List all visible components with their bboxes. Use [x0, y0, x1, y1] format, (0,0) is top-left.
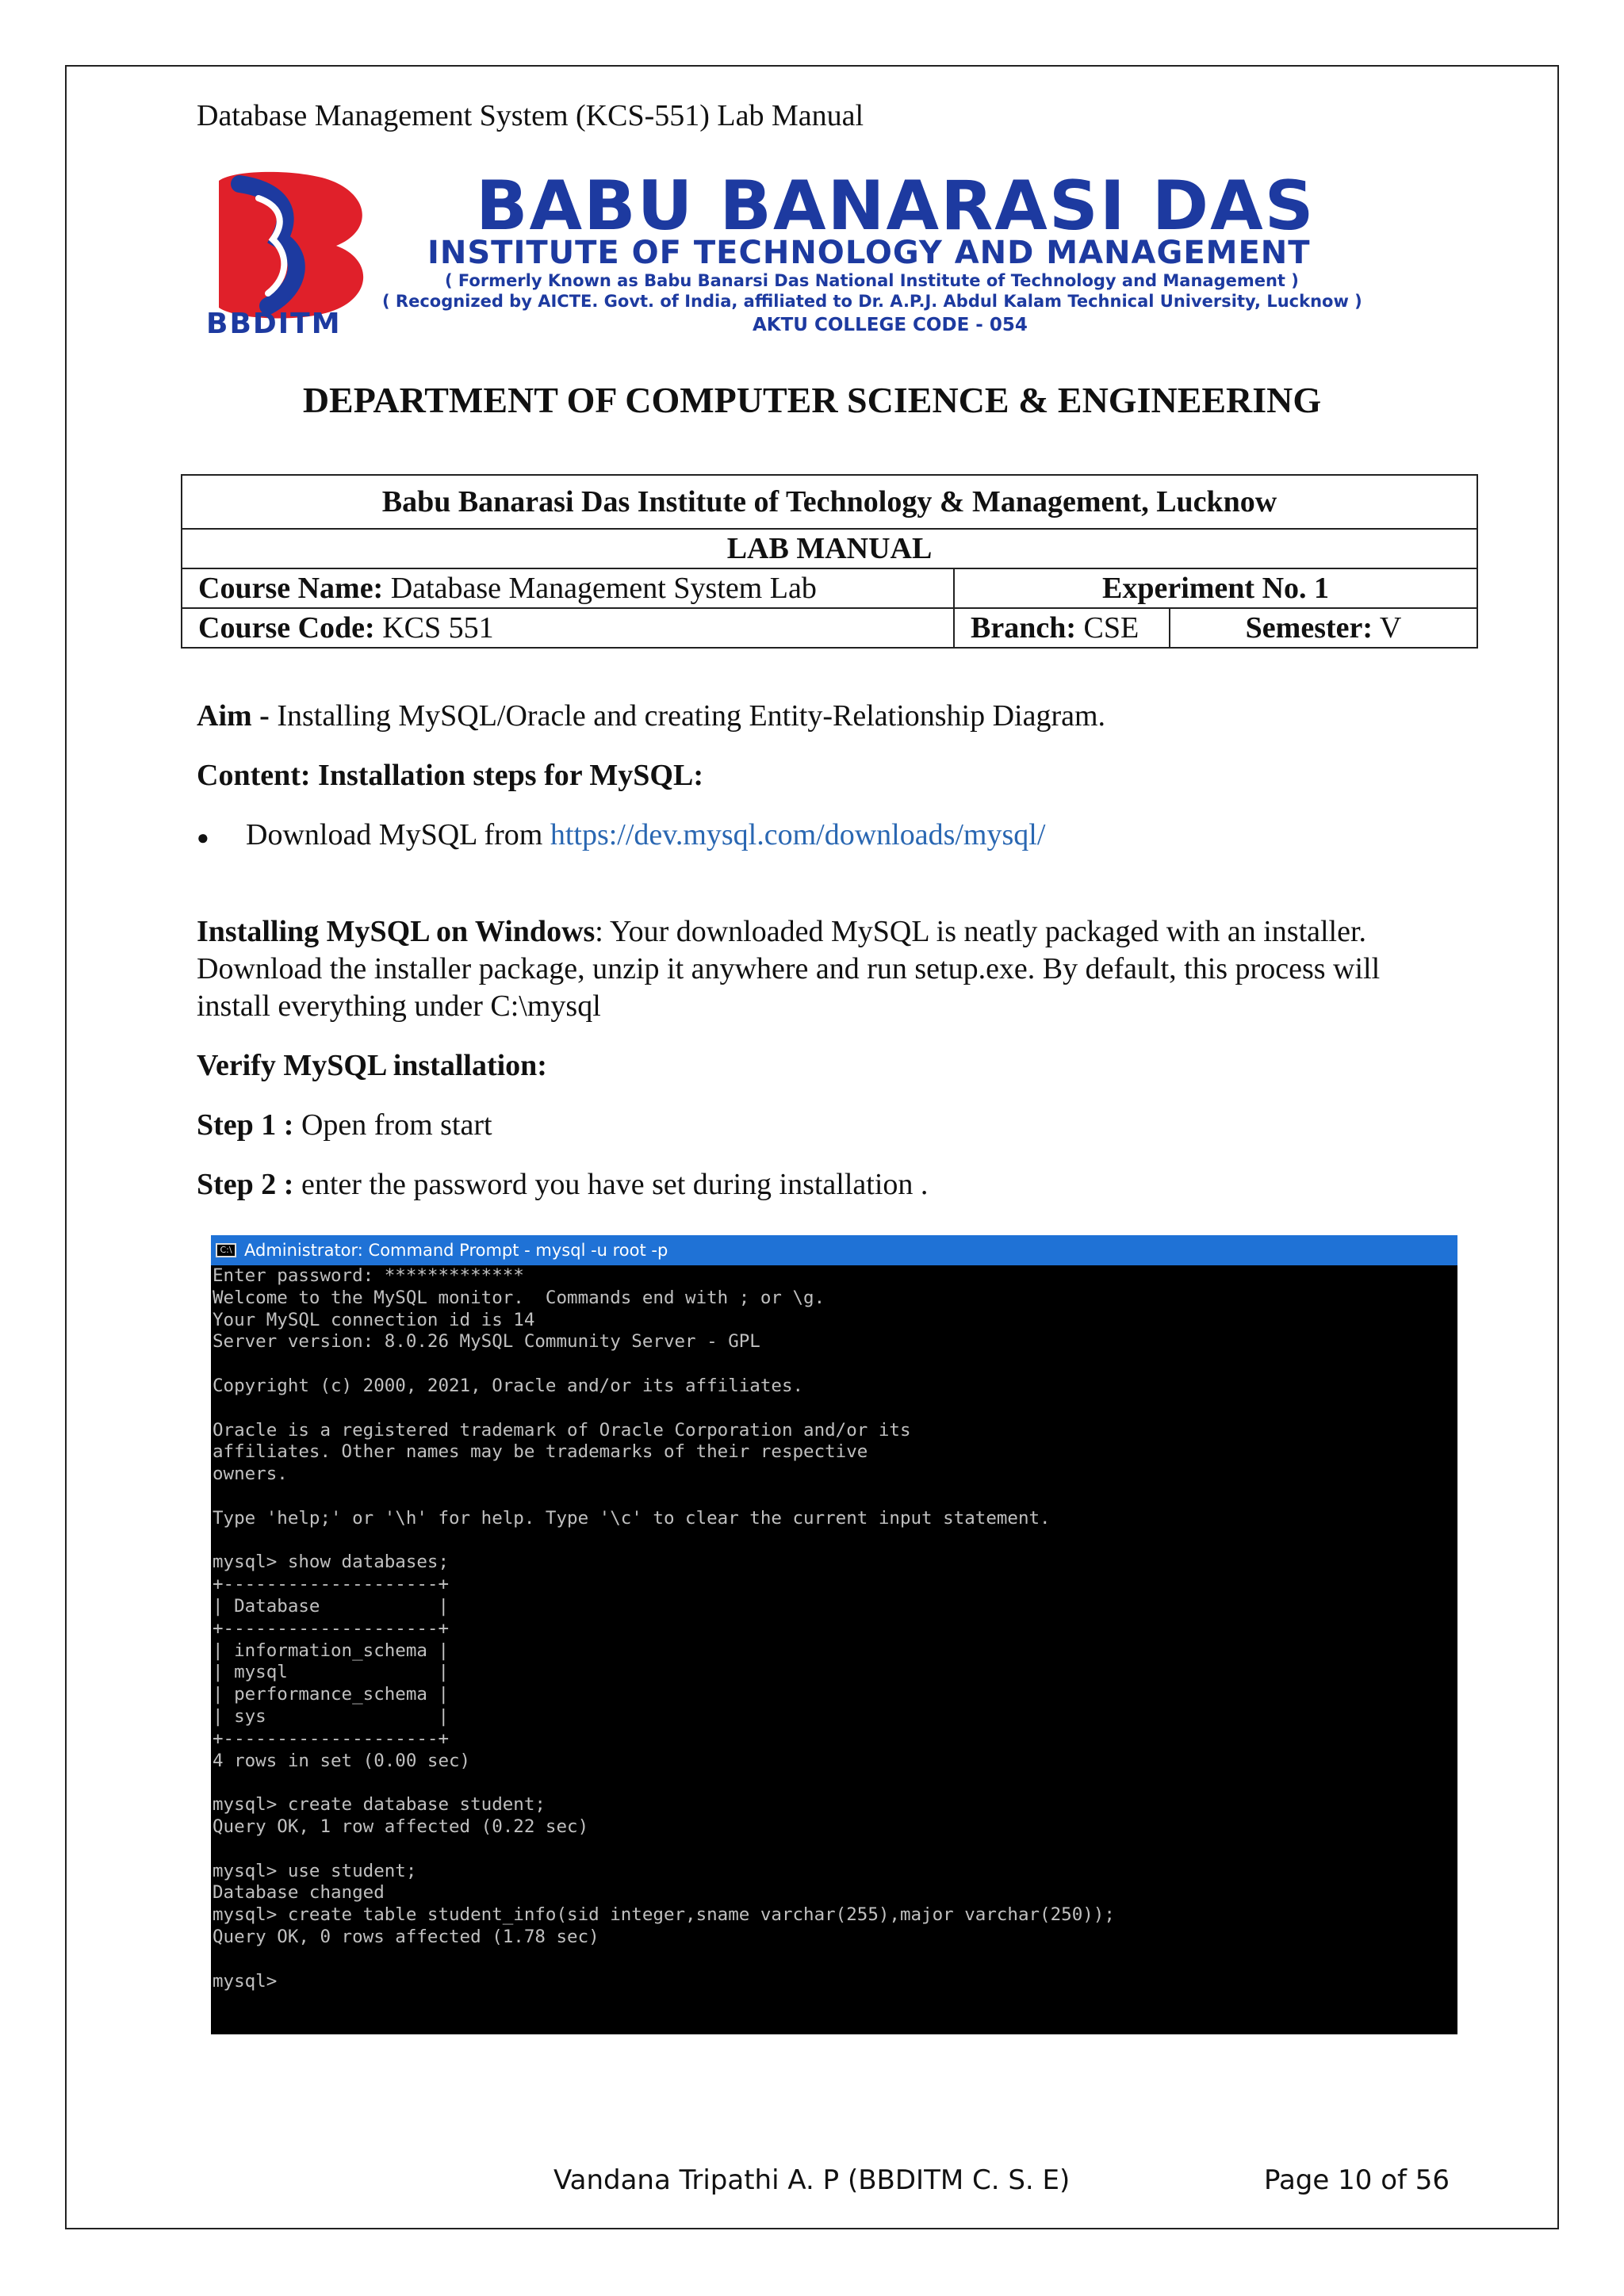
- institute-cell: Babu Banarasi Das Institute of Technology & Management, Lucknow: [182, 475, 1477, 529]
- semester-cell: [1170, 608, 1477, 648]
- install-label: Installing MySQL on Windows: [197, 915, 596, 948]
- step-2: [197, 1166, 1434, 1203]
- running-header: Database Management System (KCS-551) Lab Manual: [197, 99, 864, 132]
- list-item: [197, 817, 1434, 856]
- table-row: [182, 568, 1477, 608]
- logo-mark-text: BBDITM: [206, 308, 342, 340]
- aim-paragraph: [197, 698, 1434, 735]
- content-heading: Content: Installation steps for MySQL:: [197, 759, 703, 792]
- bullet-icon: ●: [197, 826, 209, 849]
- install-paragraph: [197, 913, 1434, 1025]
- course-code-label: Course Code:: [198, 611, 375, 645]
- logo-title: BABU BANARASI DAS: [476, 166, 1316, 246]
- page-number: Page 10 of 56: [1264, 2164, 1450, 2196]
- install-text: : Your downloaded MySQL is neatly packaged with an installer. Download the installer package, unzip it anywhere and run setup.exe. By default, this process will install everything under C:\mysql: [197, 915, 1381, 1023]
- branch-label: Branch:: [971, 611, 1076, 645]
- course-code-value: KCS 551: [382, 611, 494, 645]
- logo-subtitle: INSTITUTE OF TECHNOLOGY AND MANAGEMENT: [427, 235, 1311, 271]
- step-2-text: enter the password you have set during installation .: [301, 1168, 929, 1201]
- branch-value: CSE: [1083, 611, 1139, 645]
- content-body: [197, 698, 1434, 1226]
- branch-cell: [954, 608, 1170, 648]
- department-title: DEPARTMENT OF COMPUTER SCIENCE & ENGINEERING: [302, 380, 1322, 420]
- table-row: [182, 608, 1477, 648]
- semester-label: Semester:: [1245, 611, 1373, 645]
- download-link[interactable]: https://dev.mysql.com/downloads/mysql/: [550, 818, 1046, 851]
- course-name-value: Database Management System Lab: [390, 572, 817, 605]
- terminal-titlebar: [211, 1235, 1457, 1265]
- course-info-table: [181, 474, 1478, 649]
- terminal-title: Administrator: Command Prompt - mysql -u root -p: [244, 1241, 668, 1260]
- lab-manual-cell: LAB MANUAL: [182, 529, 1477, 568]
- course-code-cell: [182, 608, 954, 648]
- step-1: [197, 1107, 1434, 1144]
- experiment-cell: Experiment No. 1: [954, 568, 1477, 608]
- logo-college-code: AKTU COLLEGE CODE - 054: [753, 315, 1028, 335]
- step-2-label: Step 2 :: [197, 1168, 294, 1201]
- verify-heading: Verify MySQL installation:: [197, 1049, 547, 1082]
- bbditm-logo-icon: [203, 166, 379, 325]
- institute-logo: [203, 166, 1424, 350]
- aim-label: Aim -: [197, 699, 270, 733]
- semester-value: V: [1379, 611, 1402, 645]
- logo-recognized-line: ( Recognized by AICTE. Govt. of India, affiliated to Dr. A.P.J. Abdul Kalam Technical University, Lucknow ): [382, 292, 1362, 311]
- download-text: Download MySQL from: [246, 818, 543, 851]
- terminal-output: Enter password: ************* Welcome to the MySQL monitor. Commands end with ; or \g. Your MySQL connection id is 14 Server version: 8.0.26 MySQL Community Server - GPL Copyright (c) 2000, 2021, Oracle and/or its affiliates. Oracle is a registered trademark of Oracle Corporation and/or its affiliates. Other names may be trademarks of their respective owners. Type 'help;' or '\h' for help. Type '\c' to clear the current input statement. mysql> show databases; +--------------------+ | Database | +--------------------+ | information_schema | | mysql | | performance_schema | | sys | +--------------------+ 4 rows in set (0.00 sec) mysql> create database student; Query OK, 1 row affected (0.22 sec) mysql> use student; Database changed mysql> create table student_info(sid integer,sname varchar(255),major varchar(250)); Query OK, 0 rows affected (1.78 sec) mysql>: [213, 1265, 1115, 1992]
- aim-text: Installing MySQL/Oracle and creating Entity-Relationship Diagram.: [277, 699, 1106, 733]
- course-name-cell: [182, 568, 954, 608]
- course-name-label: Course Name:: [198, 572, 384, 605]
- download-item: [246, 817, 1045, 854]
- step-1-label: Step 1 :: [197, 1108, 294, 1142]
- logo-formerly-line: ( Formerly Known as Babu Banarsi Das National Institute of Technology and Management ): [445, 271, 1299, 290]
- table-row: [182, 529, 1477, 568]
- cmd-icon: C:\: [216, 1243, 236, 1257]
- step-1-text: Open from start: [301, 1108, 492, 1142]
- terminal-screenshot: [211, 1235, 1457, 2034]
- table-row: [182, 475, 1477, 529]
- footer-author: Vandana Tripathi A. P (BBDITM C. S. E): [553, 2164, 1071, 2196]
